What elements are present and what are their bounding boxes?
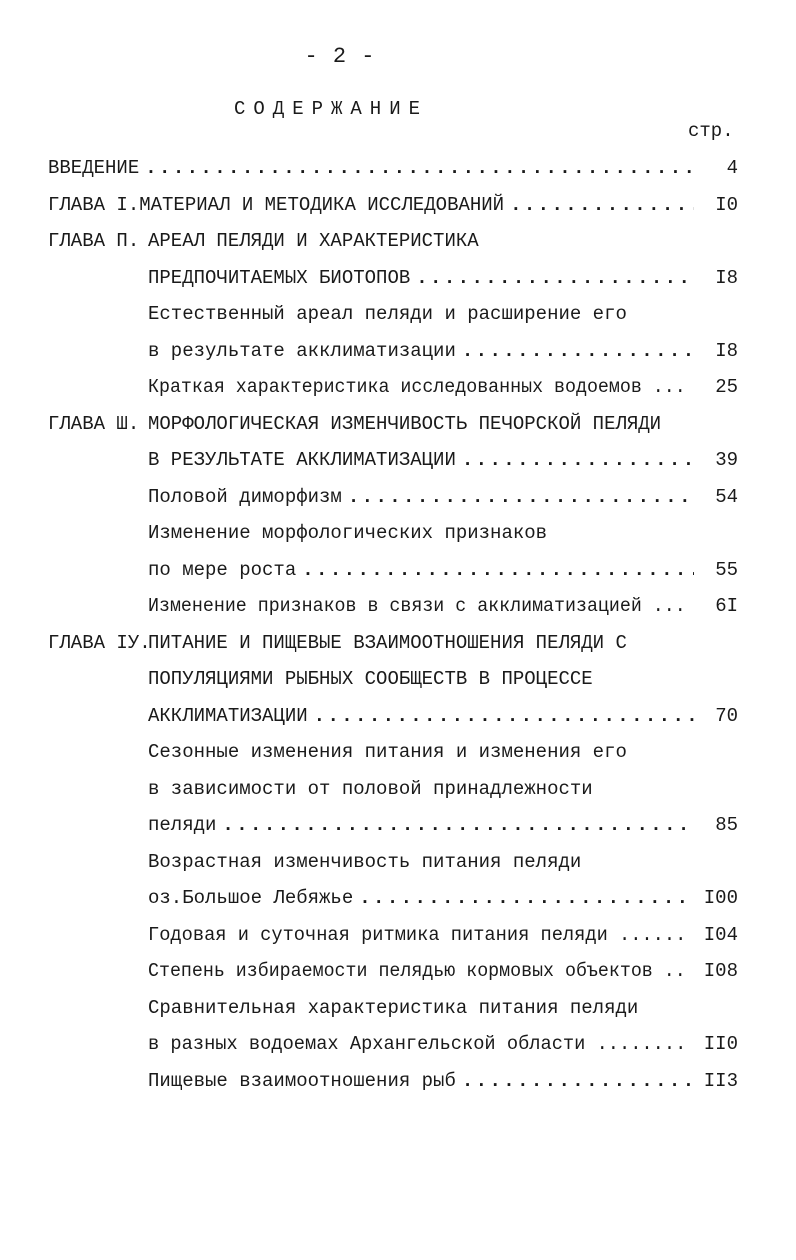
toc-entry-text: Естественный ареал пеляди и расширение его	[148, 303, 627, 325]
chapter-label: ГЛАВА Ш.	[48, 412, 140, 435]
toc-entry	[48, 844, 738, 881]
toc-page-number: 39	[715, 449, 738, 471]
toc-entry-text: МОРФОЛОГИЧЕСКАЯ ИЗМЕНЧИВОСТЬ ПЕЧОРСКОЙ ПЕЛЯДИ	[148, 412, 662, 435]
toc-entry-text: Сравнительная характеристика питания пеляди	[148, 996, 639, 1019]
table-of-contents	[48, 150, 738, 1099]
chapter-label: ГЛАВА П.	[48, 230, 140, 252]
toc-entry	[48, 698, 738, 735]
toc-entry-text: по мере роста	[148, 558, 297, 581]
dot-leader	[302, 552, 694, 589]
toc-entry	[48, 369, 738, 406]
toc-page-number: 25	[715, 376, 738, 398]
toc-page-number: I08	[703, 960, 738, 982]
toc-entry	[48, 333, 738, 370]
toc-entry	[48, 880, 738, 917]
toc-entry	[48, 661, 738, 698]
toc-page-number: I0	[715, 193, 738, 216]
toc-entry	[48, 1026, 738, 1063]
chapter-label: ГЛАВА IУ.	[48, 631, 151, 654]
toc-entry-chapter-4	[48, 625, 738, 662]
toc-entry-text: Сезонные изменения питания и изменения его	[148, 741, 627, 763]
toc-entry-chapter-2	[48, 223, 738, 260]
pages-column-label: стр.	[688, 120, 734, 142]
toc-entry	[48, 953, 738, 990]
toc-entry-text: в разных водоемах Архангельской области ........	[148, 1033, 687, 1055]
toc-entry-text: оз.Большое Лебяжье	[148, 887, 354, 909]
toc-entry-text: Годовая и суточная ритмика питания пеляди ......	[148, 923, 687, 946]
toc-entry-text: ВВЕДЕНИЕ	[48, 157, 140, 179]
toc-entry-text: в результате акклиматизации	[148, 339, 456, 362]
toc-entry	[48, 442, 738, 479]
dot-leader	[348, 479, 694, 516]
toc-entry-text: в зависимости от половой принадлежности	[148, 777, 593, 800]
toc-page-number: I8	[715, 266, 738, 289]
toc-entry	[48, 552, 738, 589]
toc-entry	[48, 771, 738, 808]
toc-entry-text: Краткая характеристика исследованных водоемов ...	[148, 376, 686, 398]
toc-page-number: II0	[703, 1033, 738, 1055]
toc-page-number: 55	[715, 558, 738, 581]
toc-page-number: 70	[715, 704, 738, 727]
toc-page-number: 6I	[715, 595, 738, 617]
toc-entry-text: Пищевые взаимоотношения рыб	[148, 1069, 456, 1092]
toc-entry-text: АРЕАЛ ПЕЛЯДИ И ХАРАКТЕРИСТИКА	[148, 230, 479, 252]
dot-leader	[510, 187, 694, 224]
dot-leader	[416, 260, 694, 297]
dot-leader	[359, 880, 694, 917]
toc-entry-chapter-3	[48, 406, 738, 443]
dot-leader	[222, 807, 694, 844]
toc-page-number: 54	[715, 485, 738, 508]
toc-entry-text: пеляди	[148, 814, 217, 836]
toc-page-number: 4	[726, 157, 738, 179]
toc-entry-text: В РЕЗУЛЬТАТЕ АККЛИМАТИЗАЦИИ	[148, 449, 456, 471]
toc-page-number: I04	[703, 923, 738, 946]
toc-entry	[48, 990, 738, 1027]
toc-entry-chapter-1	[48, 187, 738, 224]
toc-entry-text: ГЛАВА I.МАТЕРИАЛ И МЕТОДИКА ИССЛЕДОВАНИЙ	[48, 193, 505, 216]
toc-entry-text: Возрастная изменчивость питания пеляди	[148, 850, 582, 873]
page-number: - 2 -	[304, 44, 376, 69]
toc-entry	[48, 1063, 738, 1100]
dot-leader	[462, 333, 694, 370]
toc-entry-text: ПОПУЛЯЦИЯМИ РЫБНЫХ СООБЩЕСТВ В ПРОЦЕССЕ	[148, 668, 593, 690]
toc-entry-text: ПИТАНИЕ И ПИЩЕВЫЕ ВЗАИМООТНОШЕНИЯ ПЕЛЯДИ С	[148, 631, 627, 654]
dot-leader	[145, 150, 694, 187]
toc-entry-text: Половой диморфизм	[148, 485, 342, 508]
toc-page-number: I8	[715, 339, 738, 362]
dot-leader	[314, 698, 694, 735]
toc-page-number: I00	[703, 887, 738, 909]
toc-entry	[48, 479, 738, 516]
toc-entry-text: Изменение признаков в связи с акклиматизацией ...	[148, 595, 686, 617]
toc-entry	[48, 588, 738, 625]
toc-page-number: 85	[715, 814, 738, 836]
toc-entry-text: Степень избираемости пелядью кормовых объектов ..	[148, 960, 686, 982]
toc-entry-text: АККЛИМАТИЗАЦИИ	[148, 704, 308, 727]
page-title: СОДЕРЖАНИЕ	[233, 98, 429, 120]
toc-entry	[48, 515, 738, 552]
dot-leader	[462, 442, 694, 479]
toc-entry	[48, 734, 738, 771]
toc-entry-introduction	[48, 150, 738, 187]
toc-entry-text: Изменение морфологических признаков	[148, 522, 548, 544]
toc-page-number: II3	[703, 1069, 738, 1092]
dot-leader	[462, 1063, 694, 1100]
toc-entry	[48, 917, 738, 954]
toc-entry-text: ПРЕДПОЧИТАЕМЫХ БИОТОПОВ	[148, 266, 411, 289]
toc-entry	[48, 260, 738, 297]
toc-entry	[48, 296, 738, 333]
toc-entry	[48, 807, 738, 844]
